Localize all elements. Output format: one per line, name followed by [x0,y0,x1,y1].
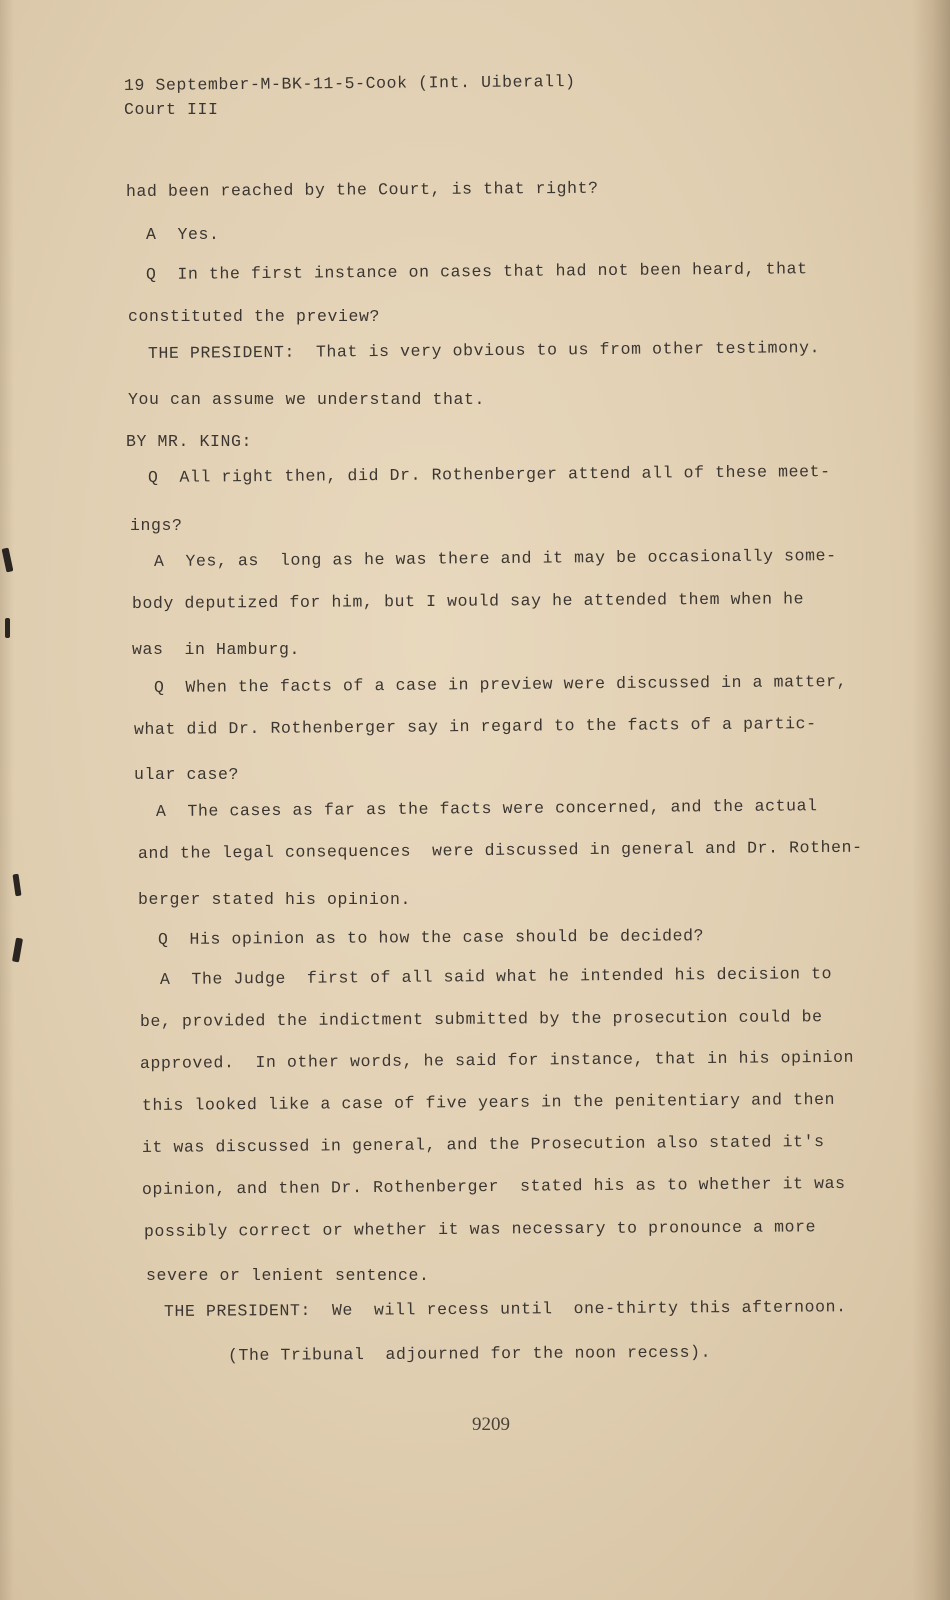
transcript-line: (The Tribunal adjourned for the noon recess). [227,1342,712,1365]
transcript-line: THE PRESIDENT: That is very obvious to us from other testimony. [147,338,821,363]
transcript-line: be, provided the indictment submitted by the prosecution could be [139,1007,823,1031]
transcript-line: had been reached by the Court, is that right? [125,178,599,201]
transcript-line: Q His opinion as to how the case should be decided? [157,926,705,949]
transcript-line: was in Hamburg. [132,640,301,659]
transcript-line: Q In the first instance on cases that had not been heard, that [145,259,808,284]
transcript-line: THE PRESIDENT: We will recess until one-thirty this afternoon. [163,1297,847,1321]
transcript-line: ings? [130,516,183,535]
transcript-line: A The cases as far as the facts were concerned, and the actual [155,796,818,821]
transcript-line: possibly correct or whether it was necessary to pronounce a more [143,1217,817,1241]
transcript-line: opinion, and then Dr. Rothenberger stated his as to whether it was [141,1173,846,1199]
transcript-line: what did Dr. Rothenberger say in regard to the facts of a partic- [133,714,817,739]
transcript-line: this looked like a case of five years in the penitentiary and then [141,1089,836,1115]
transcript-line: You can assume we understand that. [128,390,486,409]
transcript-line: A Yes. [146,225,220,244]
transcript-header-line-1: 19 September-M-BK-11-5-Cook (Int. Uiberall) [123,72,576,95]
page-right-edge-shadow [912,0,950,1600]
transcript-line: it was discussed in general, and the Prosecution also stated it's [141,1132,825,1157]
transcript-line: Q All right then, did Dr. Rothenberger attend all of these meet- [147,462,831,487]
transcript-line: severe or lenient sentence. [146,1266,430,1285]
page-left-edge-shadow [0,0,14,1600]
transcript-line: Q When the facts of a case in preview were discussed in a matter, [153,671,848,697]
transcript-line: body deputized for him, but I would say he attended them when he [131,589,805,613]
transcript-line: A The Judge first of all said what he intended his decision to [159,964,833,989]
transcript-header-line-2: Court III [124,100,219,119]
transcript-line: and the legal consequences were discussed in general and Dr. Rothen- [137,837,863,863]
transcript-line: ular case? [134,765,240,784]
transcript-line: constituted the preview? [128,307,381,326]
transcript-line: approved. In other words, he said for instance, that in his opinion [139,1047,855,1073]
transcript-line: A Yes, as long as he was there and it may be occasionally some- [153,546,837,571]
left-margin-mark-2 [5,618,10,638]
transcript-line: BY MR. KING: [126,432,253,451]
page-number: 9209 [472,1414,510,1435]
transcript-line: berger stated his opinion. [138,890,412,909]
